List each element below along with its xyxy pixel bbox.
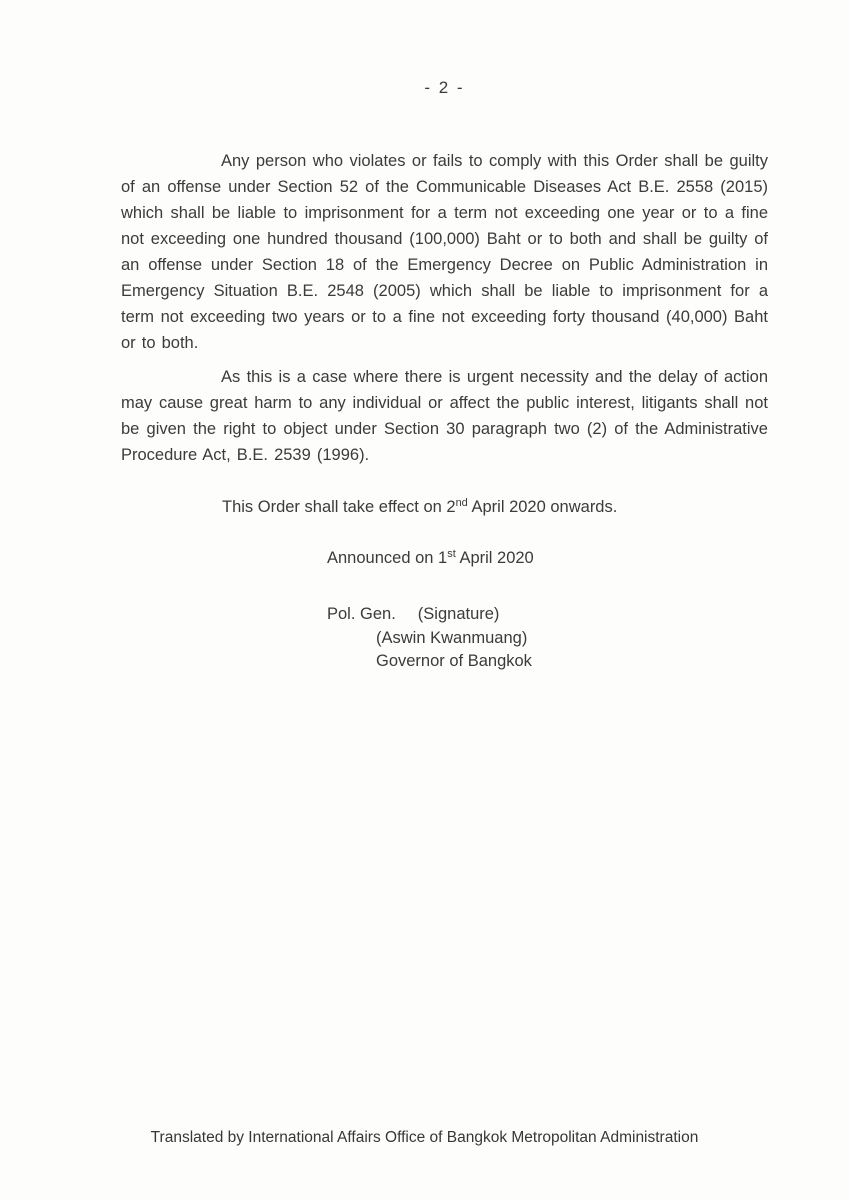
ordinal-superscript-st: st bbox=[447, 548, 456, 560]
announcement-text-before: Announced on 1 bbox=[327, 549, 448, 567]
effective-date-text-before: This Order shall take effect on 2 bbox=[222, 498, 456, 516]
effective-date-line bbox=[222, 494, 768, 520]
signatory-rank: Pol. Gen. bbox=[327, 605, 396, 623]
paragraph-urgent-necessity: As this is a case where there is urgent necessity and the delay of action may cause great harm to any individual or affect the public interest, litigants shall not be given the right to object under Section 30 paragraph two (2) of the Administrative Procedure Act, B.E. 2539 (1996). bbox=[121, 368, 768, 464]
signatory-name: (Aswin Kwanmuang) bbox=[376, 628, 528, 647]
signature-placeholder: (Signature) bbox=[417, 605, 500, 623]
paragraph-penalties: Any person who violates or fails to comply with this Order shall be guilty of an offense under Section 52 of the Communicable Diseases Act B.E. 2558 (2015) which shall be liable to imprisonment for a term not exceeding one year or to a fine not exceeding one hundred thousand (100,000) Baht or to both and shall be guilty of an offense under Section 18 of the Emergency Decree on Public Administration in Emergency Situation B.E. 2548 (2005) which shall be liable to imprisonment for a term not exceeding two years or to a fine not exceeding forty thousand (40,000) Baht or to both. bbox=[121, 152, 768, 352]
effective-date-text-after: April 2020 onwards. bbox=[467, 498, 618, 516]
signature-block bbox=[327, 603, 768, 674]
announcement-text-after: April 2020 bbox=[455, 549, 534, 567]
signature-rank-line bbox=[327, 603, 768, 627]
document-content bbox=[121, 0, 768, 674]
page-number: - 2 - bbox=[424, 78, 465, 97]
translation-credit-footer: Translated by International Affairs Office of Bangkok Metropolitan Administration bbox=[150, 1129, 699, 1146]
announcement-date-line bbox=[327, 545, 768, 571]
ordinal-superscript-nd: nd bbox=[455, 497, 468, 509]
signatory-title: Governor of Bangkok bbox=[376, 652, 532, 670]
